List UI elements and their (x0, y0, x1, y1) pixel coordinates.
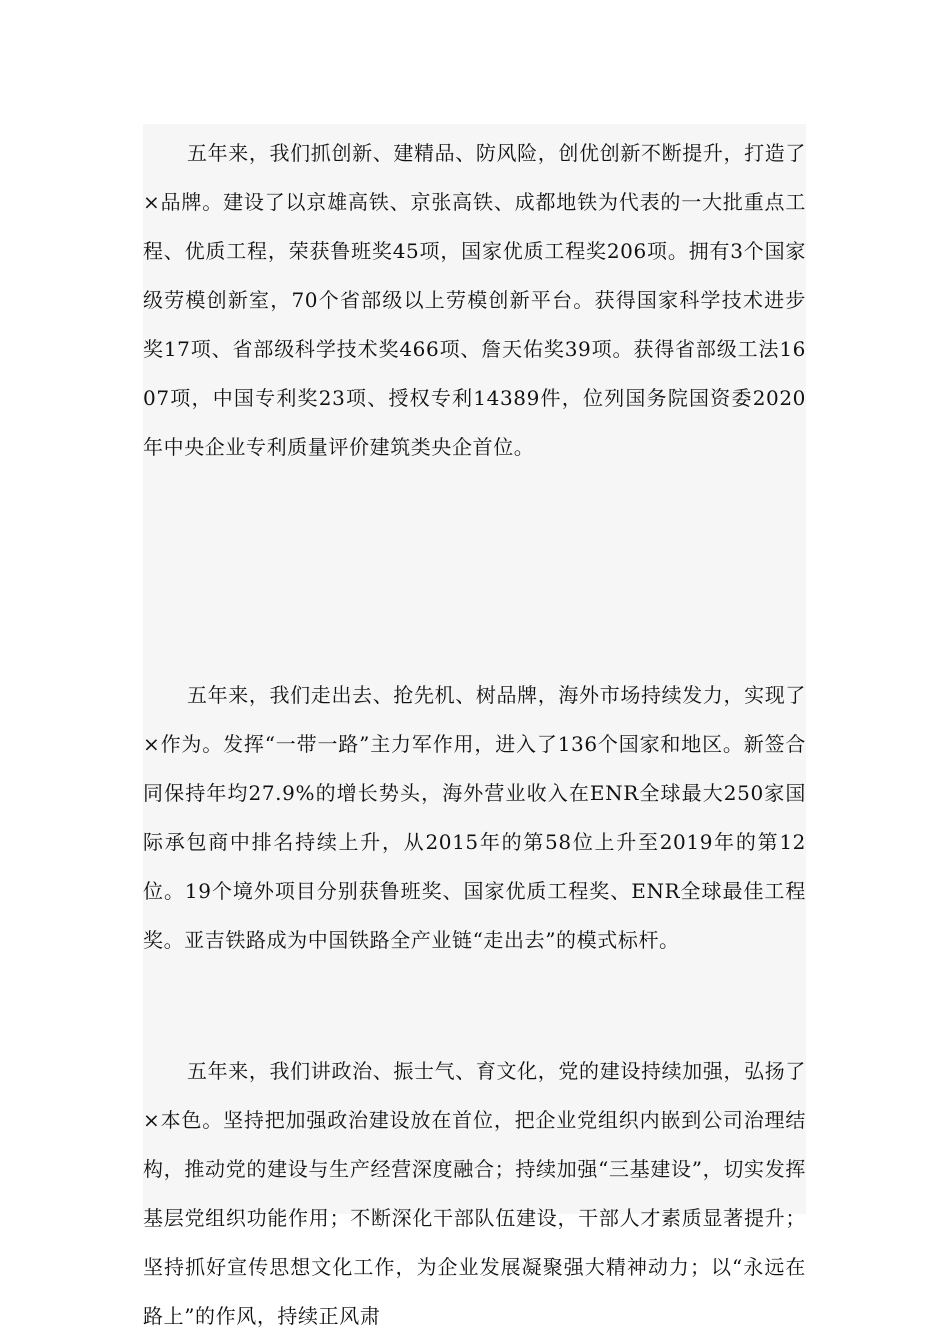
paragraph-overseas: 五年来，我们走出去、抢先机、树品牌，海外市场持续发力，实现了×作为。发挥“一带一路”主力军作用，进入了136个国家和地区。新签合同保持年均27.9%的增长势头，海外营业收入在ENR全球最大250家国际承包商中排名持续上升，从2015年的第58位上升至2019年的第12位。19个境外项目分别获鲁班奖、国家优质工程奖、ENR全球最佳工程奖。亚吉铁路成为中国铁路全产业链“走出去”的模式标杆。 (143, 683, 806, 952)
paragraph-party-building: 五年来，我们讲政治、振士气、育文化，党的建设持续加强，弘扬了×本色。坚持把加强政治建设放在首位，把企业党组织内嵌到公司治理结构，推动党的建设与生产经营深度融合；持续加强“三基建设”，切实发挥基层党组织功能作用；不断深化干部队伍建设，干部人才素质显著提升；坚持抓好宣传思想文化工作，为企业发展凝聚强大精神动力；以“永远在路上”的作风，持续正风肃 (143, 1059, 806, 1328)
paragraph-innovation: 五年来，我们抓创新、建精品、防风险，创优创新不断提升，打造了×品牌。建设了以京雄高铁、京张高铁、成都地铁为代表的一大批重点工程、优质工程，荣获鲁班奖45项，国家优质工程奖206项。拥有3个国家级劳模创新室，70个省部级以上劳模创新平台。获得国家科学技术进步奖17项、省部级科学技术奖466项、詹天佑奖39项。获得省部级工法1607项，中国专利奖23项、授权专利14389件，位列国务院国资委2020年中央企业专利质量评价建筑类央企首位。 (143, 141, 806, 459)
text-block (143, 124, 806, 1328)
